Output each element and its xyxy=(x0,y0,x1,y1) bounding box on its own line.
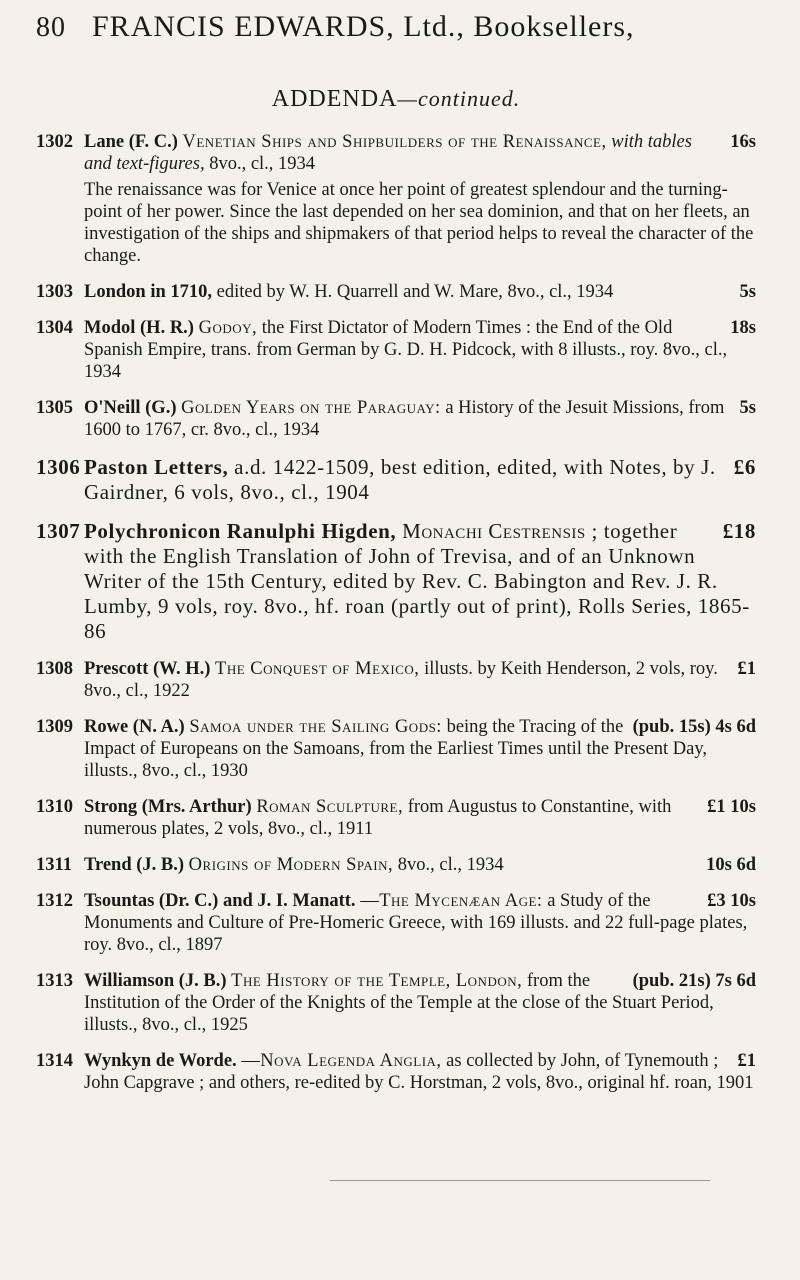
entry-title: Origins of Modern Spain, xyxy=(188,855,394,875)
entry-details: 8vo., cl., 1934 xyxy=(209,154,316,174)
entry-number: 1305 xyxy=(36,398,73,418)
entry-title: —The Mycenæan Age: xyxy=(360,891,543,911)
divider-rule xyxy=(330,1180,710,1181)
catalogue-entry xyxy=(36,890,756,956)
entry-number: 1306 xyxy=(36,455,81,479)
entry-author: Modol (H. R.) xyxy=(84,318,194,338)
entry-price: 18s xyxy=(730,318,756,338)
entry-price: 5s xyxy=(739,282,756,302)
entry-details-italic: with tables and text-figures, xyxy=(84,132,692,174)
entry-price: (pub. 15s) 4s 6d xyxy=(632,717,756,737)
section-subtitle: —continued. xyxy=(397,86,521,111)
catalogue-entry xyxy=(36,317,756,383)
entry-price: 10s 6d xyxy=(706,855,756,875)
entry-number: 1304 xyxy=(36,318,73,338)
catalogue-entry xyxy=(36,970,756,1036)
entry-author: Lane (F. C.) xyxy=(84,132,178,152)
page-number: 80 xyxy=(36,12,66,43)
entry-author: Polychronicon Ranulphi Higden, xyxy=(84,519,397,543)
entry-number: 1309 xyxy=(36,717,73,737)
entry-author: Trend (J. B.) xyxy=(84,855,185,875)
entry-details: the First Dictator of Modern Times : the End of the Old Spanish Empire, trans. from German by G. D. H. Pidcock, with 8 illusts., roy. 8vo., cl., 1934 xyxy=(84,318,728,382)
entry-details: together with the English Translation of John of Trevisa, and of an Unknown Writer of the 15th Century, edited by Rev. C. Babington and Rev. J. R. Lumby, 9 vols, roy. 8vo., hf. roan (partly out of print), Rolls Series, 1865-86 xyxy=(84,519,750,643)
entry-title: Monachi Cestrensis ; xyxy=(402,519,598,543)
entry-details: a History of the Jesuit Missions, from 1600 to 1767, cr. 8vo., cl., 1934 xyxy=(84,398,725,440)
entry-title: The Conquest of Mexico, xyxy=(215,659,420,679)
entry-list xyxy=(36,131,756,1094)
entry-number: 1312 xyxy=(36,891,73,911)
entry-price: £1 xyxy=(737,1051,756,1071)
entry-title: Godoy, xyxy=(198,318,258,338)
entry-author: O'Neill (G.) xyxy=(84,398,177,418)
catalogue-entry xyxy=(36,131,756,175)
entry-details: illusts. by Keith Henderson, 2 vols, roy. 8vo., cl., 1922 xyxy=(84,659,718,701)
entry-title: Golden Years on the Paraguay: xyxy=(181,398,441,418)
entry-number: 1310 xyxy=(36,797,73,817)
entry-author: Prescott (W. H.) xyxy=(84,659,211,679)
entry-title: Venetian Ships and Shipbuilders of the Renaissance, xyxy=(182,132,607,152)
running-head-title: FRANCIS EDWARDS, Ltd., Booksellers, xyxy=(92,10,635,43)
entry-description: The renaissance was for Venice at once her point of greatest splendour and the turning-point of her power. Since the last depended on her sea dominion, and that on her fleets, an investigation of the ships and shipmakers of that period helps to reveal the character of the change. xyxy=(84,180,754,266)
entry-details: edited by W. H. Quarrell and W. Mare, 8vo., cl., 1934 xyxy=(216,282,614,302)
entry-title: Roman Sculpture, xyxy=(256,797,404,817)
entry-details: 8vo., cl., 1934 xyxy=(397,855,504,875)
entry-author: Paston Letters, xyxy=(84,455,229,479)
entry-title: The History of the Temple, London, xyxy=(231,971,523,991)
entry-price: (pub. 21s) 7s 6d xyxy=(632,971,756,991)
entry-title: —Nova Legenda Anglia, xyxy=(241,1051,442,1071)
entry-number: 1308 xyxy=(36,659,73,679)
entry-author: Wynkyn de Worde. xyxy=(84,1051,237,1071)
catalogue-entry xyxy=(36,854,756,876)
catalogue-entry xyxy=(36,519,756,644)
running-head xyxy=(36,10,756,60)
entry-details: a.d. 1422-1509, best edition, edited, with Notes, by J. Gairdner, 6 vols, 8vo., cl., 1904 xyxy=(84,455,716,504)
entry-price: £3 10s xyxy=(707,891,756,911)
catalogue-entry xyxy=(36,658,756,702)
catalogue-entry xyxy=(36,716,756,782)
catalogue-entry xyxy=(36,796,756,840)
entry-number: 1302 xyxy=(36,132,73,152)
section-title-text: ADDENDA xyxy=(271,86,398,112)
entry-author: London in 1710, xyxy=(84,282,213,302)
entry-author: Strong (Mrs. Arthur) xyxy=(84,797,252,817)
entry-details: from the Institution of the Order of the Knights of the Temple at the close of the Stuart Period, illusts., 8vo., cl., 1925 xyxy=(84,971,714,1035)
entry-details: as collected by John, of Tynemouth ; John Capgrave ; and others, re-edited by C. Horstman, 2 vols, 8vo., original hf. roan, 1901 xyxy=(84,1051,754,1093)
entry-details: from Augustus to Constantine, with numerous plates, 2 vols, 8vo., cl., 1911 xyxy=(84,797,672,839)
section-title xyxy=(36,86,756,113)
entry-details: a Study of the Monuments and Culture of Pre-Homeric Greece, with 169 illusts. and 22 full-page plates, roy. 8vo., cl., 1897 xyxy=(84,891,748,955)
entry-price: £1 xyxy=(737,659,756,679)
entry-number: 1311 xyxy=(36,855,72,875)
entry-price: £6 xyxy=(733,455,756,479)
entry-author: Williamson (J. B.) xyxy=(84,971,227,991)
entry-price: £1 10s xyxy=(707,797,756,817)
catalogue-entry xyxy=(36,455,756,505)
catalogue-entry xyxy=(36,397,756,441)
entry-details: being the Tracing of the Impact of Europeans on the Samoans, from the Earliest Times until the Present Day, illusts., 8vo., cl., 1930 xyxy=(84,717,708,781)
entry-author: Tsountas (Dr. C.) and J. I. Manatt. xyxy=(84,891,356,911)
entry-number: 1313 xyxy=(36,971,73,991)
catalogue-entry xyxy=(36,1050,756,1094)
entry-number: 1303 xyxy=(36,282,73,302)
entry-author: Rowe (N. A.) xyxy=(84,717,185,737)
entry-price: 16s xyxy=(730,132,756,152)
entry-price: £18 xyxy=(722,519,756,543)
entry-title: Samoa under the Sailing Gods: xyxy=(189,717,442,737)
entry-number: 1314 xyxy=(36,1051,73,1071)
entry-price: 5s xyxy=(739,398,756,418)
catalogue-entry xyxy=(36,281,756,303)
entry-number: 1307 xyxy=(36,519,81,543)
